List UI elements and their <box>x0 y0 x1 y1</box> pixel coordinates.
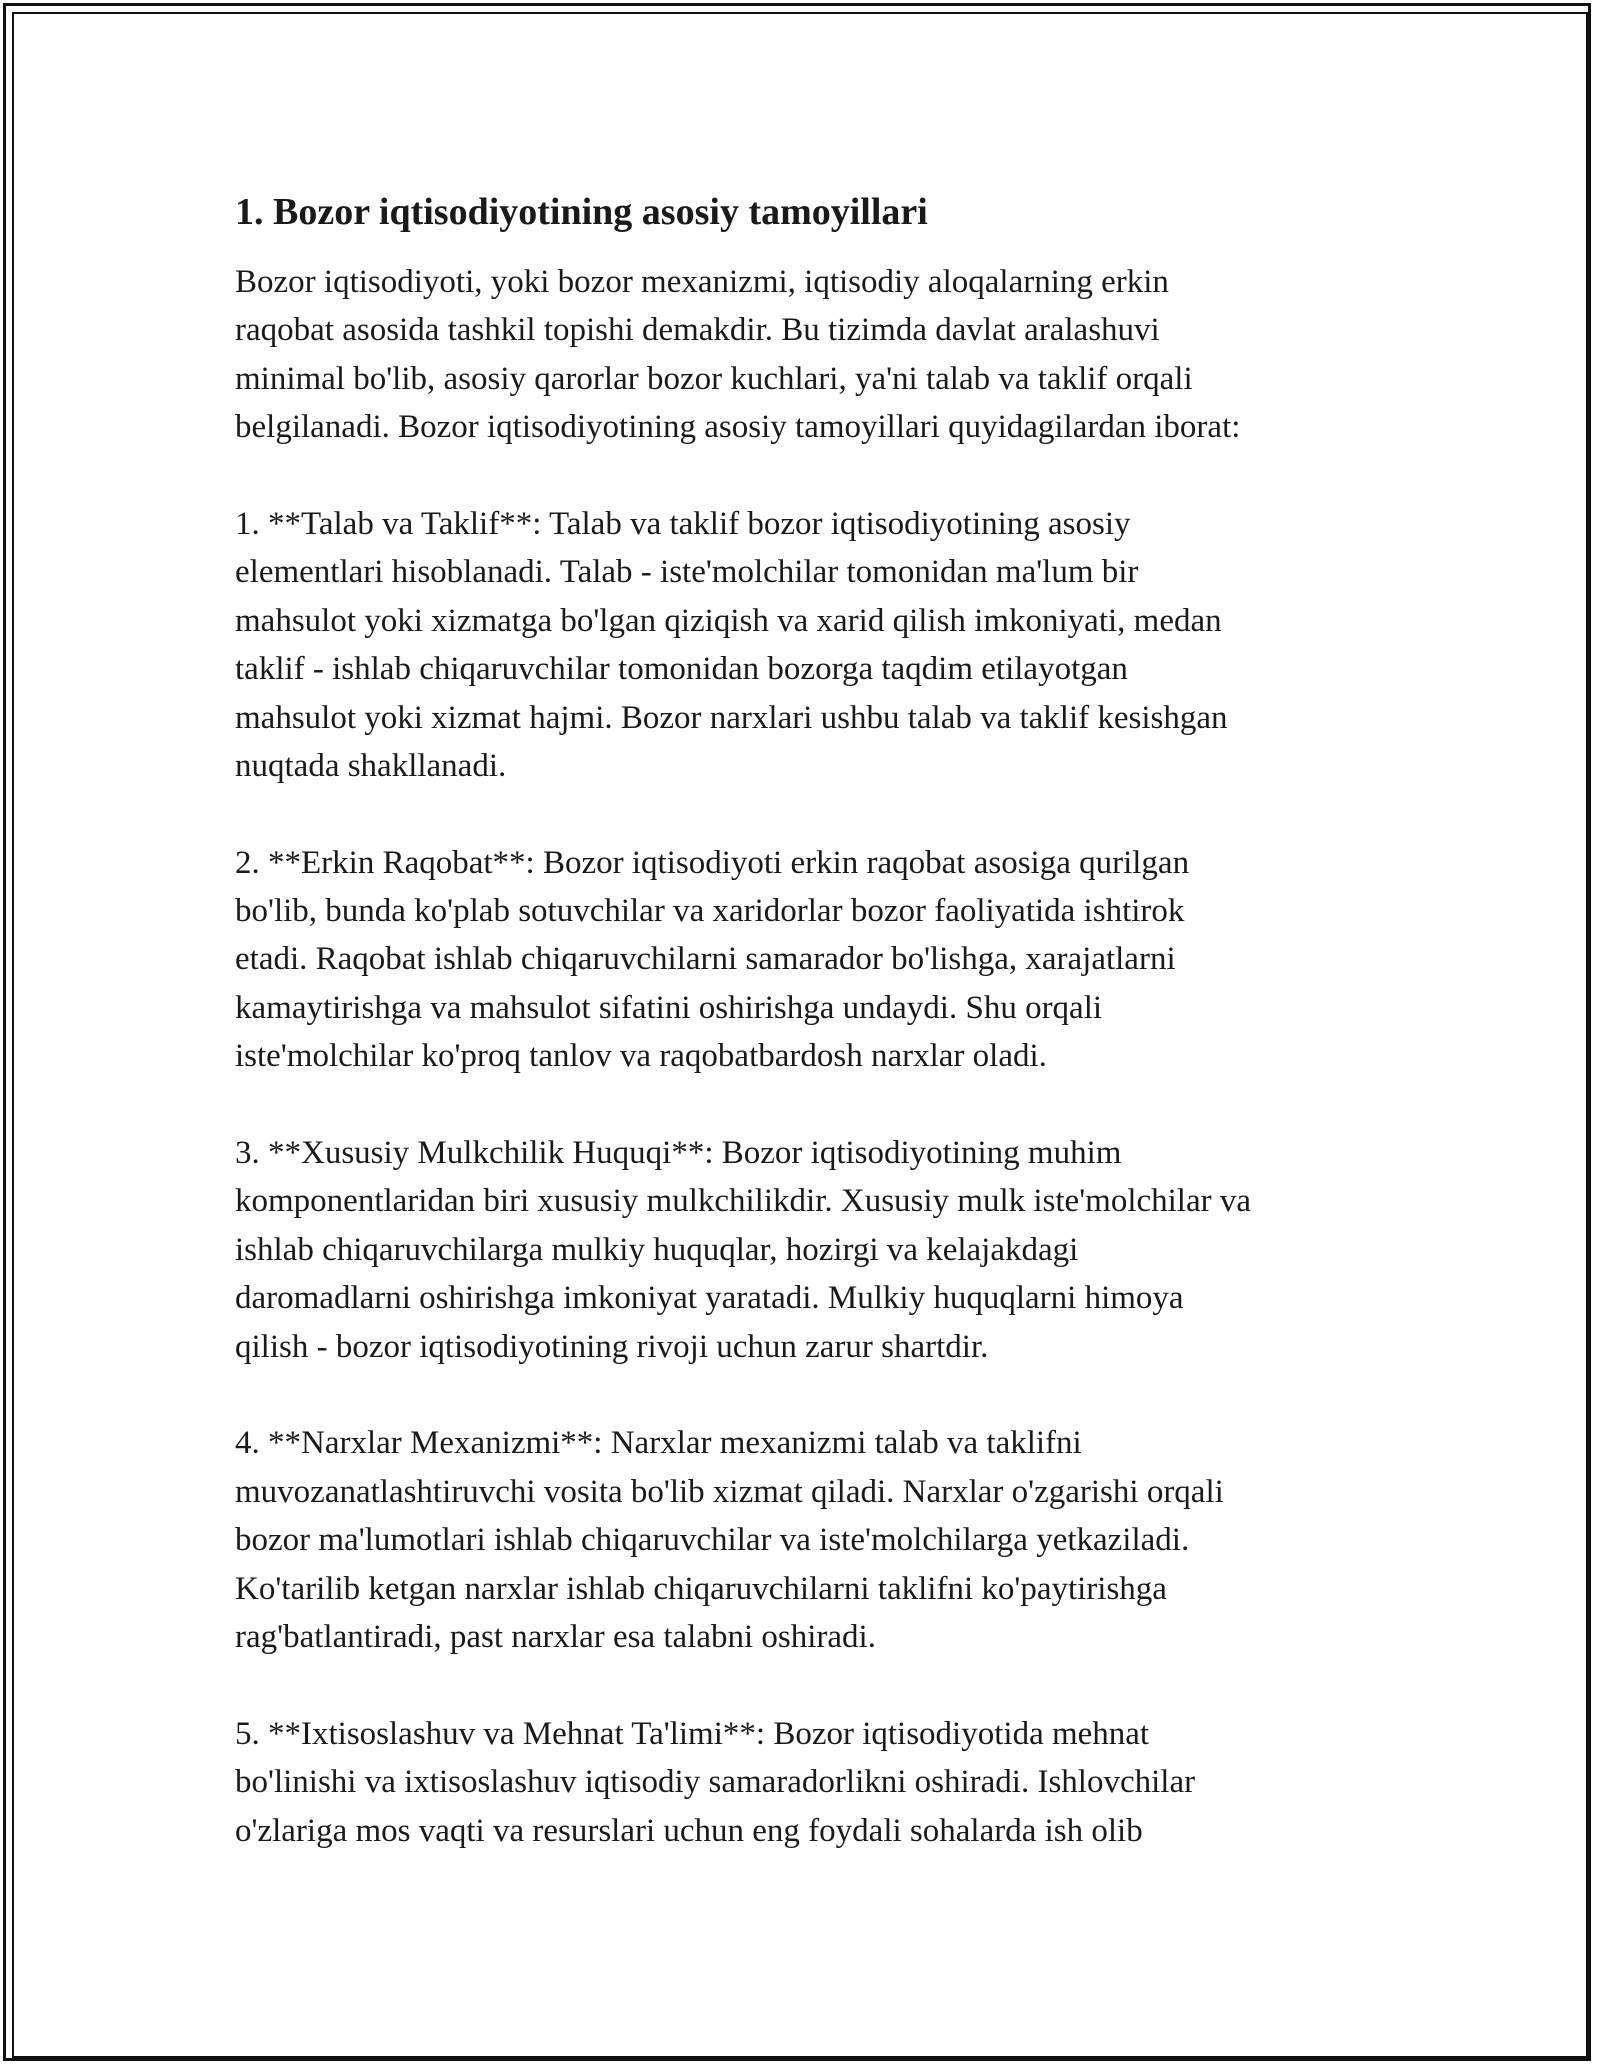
text-line: komponentlaridan biri xususiy mulkchilikdir. Xususiy mulk iste'molchilar va <box>235 1183 1252 1220</box>
text-line: Bozor iqtisodiyoti, yoki bozor mexanizmi, iqtisodiy aloqalarning erkin <box>235 264 1169 300</box>
text-line: elementlari hisoblanadi. Talab - iste'molchilar tomonidan ma'lum bir <box>235 554 1139 591</box>
text-line: minimal bo'lib, asosiy qarorlar bozor kuchlari, ya'ni talab va taklif orqali <box>235 360 1193 397</box>
text-line: iste'molchilar ko'proq tanlov va raqobatbardosh narxlar oladi. <box>235 1038 1047 1075</box>
paragraph-ixtisoslashuv <box>235 1710 1375 1855</box>
text-line: mahsulot yoki xizmat hajmi. Bozor narxlari ushbu talab va taklif kesishgan <box>235 699 1228 736</box>
text-line: Ko'tarilib ketgan narxlar ishlab chiqaruvchilarni taklifni ko'paytirishga <box>235 1570 1167 1607</box>
text-line: belgilanadi. Bozor iqtisodiyotining asosiy tamoyillari quyidagilardan iborat: <box>235 409 1241 446</box>
text-line: daromadlarni oshirishga imkoniyat yaratadi. Mulkiy huquqlarni himoya <box>235 1280 1184 1317</box>
text-line: ishlab chiqaruvchilarga mulkiy huquqlar, hozirgi va kelajakdagi <box>235 1231 1079 1268</box>
text-line: kamaytirishga va mahsulot sifatini oshirishga undaydi. Shu orqali <box>235 989 1103 1026</box>
text-line: 5. **Ixtisoslashuv va Mehnat Ta'limi**: Bozor iqtisodiyotida mehnat <box>235 1715 1150 1752</box>
paragraph-talab-taklif <box>235 500 1375 790</box>
document-body <box>235 186 1375 1855</box>
text-line: 4. **Narxlar Mexanizmi**: Narxlar mexanizmi talab va taklifni <box>235 1425 1082 1462</box>
paragraph-spacer <box>235 452 1375 500</box>
paragraph-spacer <box>235 1661 1375 1709</box>
paragraph-spacer <box>235 1081 1375 1129</box>
paragraph-narxlar-mexanizmi <box>235 1419 1375 1661</box>
text-line: o'zlariga mos vaqti va resurslari uchun eng foydali sohalarda ish olib <box>235 1812 1143 1849</box>
section-heading: 1. Bozor iqtisodiyotining asosiy tamoyillari <box>235 191 928 233</box>
text-line: 1. **Talab va Taklif**: Talab va taklif bozor iqtisodiyotining asosiy <box>235 505 1131 542</box>
text-line: bo'lib, bunda ko'plab sotuvchilar va xaridorlar bozor faoliyatida ishtirok <box>235 893 1185 930</box>
text-line: bozor ma'lumotlari ishlab chiqaruvchilar va iste'molchilarga yetkaziladi. <box>235 1522 1190 1559</box>
paragraph-xususiy-mulk <box>235 1129 1375 1371</box>
paragraph-spacer <box>235 1371 1375 1419</box>
paragraph-intro <box>235 258 1375 452</box>
text-line: rag'batlantiradi, past narxlar esa talabni oshiradi. <box>235 1618 876 1655</box>
text-line: bo'linishi va ixtisoslashuv iqtisodiy samaradorlikni oshiradi. Ishlovchilar <box>235 1764 1196 1801</box>
text-line: taklif - ishlab chiqaruvchilar tomonidan bozorga taqdim etilayotgan <box>235 651 1128 688</box>
text-line: muvozanatlashtiruvchi vosita bo'lib xizmat qiladi. Narxlar o'zgarishi orqali <box>235 1473 1224 1510</box>
paragraph-spacer <box>235 790 1375 838</box>
paragraph-erkin-raqobat <box>235 839 1375 1081</box>
text-line: nuqtada shakllanadi. <box>235 747 507 784</box>
text-line: qilish - bozor iqtisodiyotining rivoji uchun zarur shartdir. <box>235 1328 989 1365</box>
text-line: 3. **Xususiy Mulkchilik Huquqi**: Bozor iqtisodiyotining muhim <box>235 1135 1122 1172</box>
text-line: etadi. Raqobat ishlab chiqaruvchilarni samarador bo'lishga, xarajatlarni <box>235 941 1176 978</box>
text-line: raqobat asosida tashkil topishi demakdir. Bu tizimda davlat aralashuvi <box>235 312 1160 349</box>
text-line: mahsulot yoki xizmatga bo'lgan qiziqish va xarid qilish imkoniyati, medan <box>235 602 1222 639</box>
text-line: 2. **Erkin Raqobat**: Bozor iqtisodiyoti erkin raqobat asosiga qurilgan <box>235 844 1190 881</box>
